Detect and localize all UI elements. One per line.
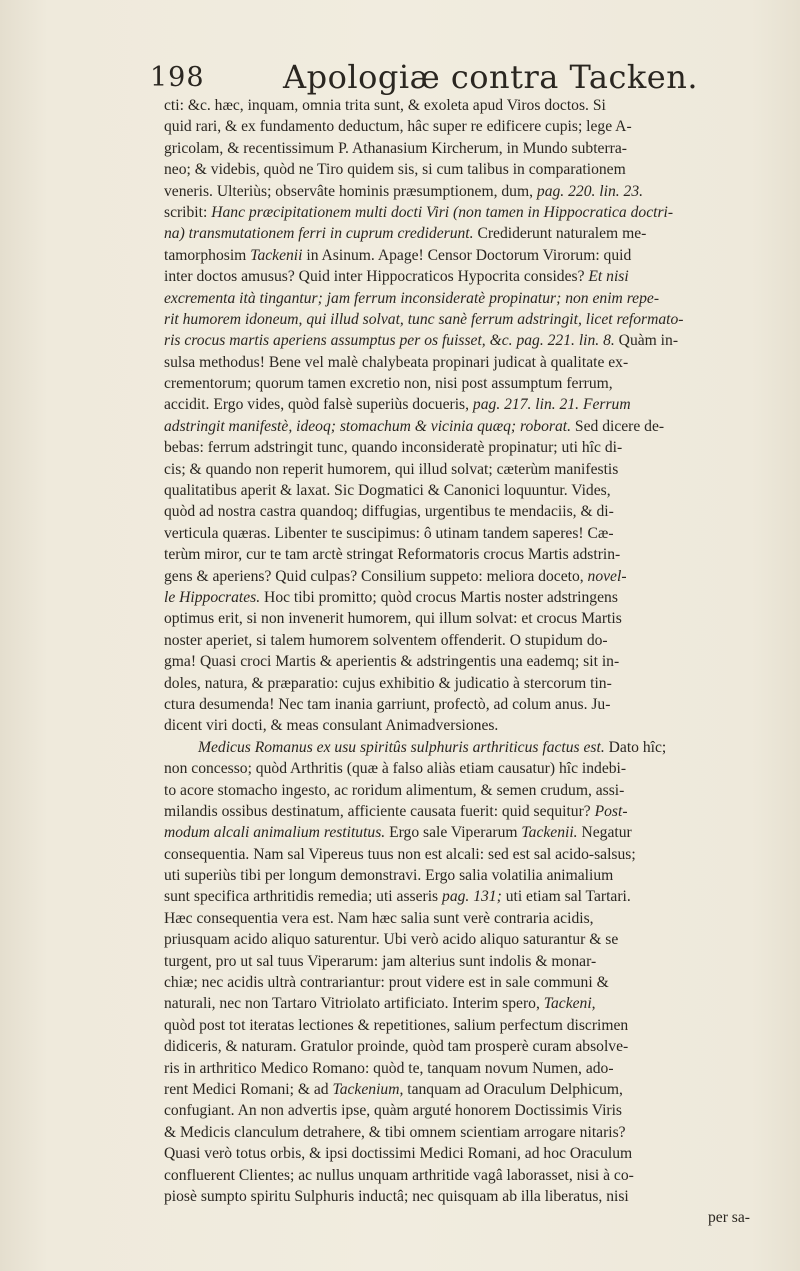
roman-text: quid rari, & ex fundamento deductum, hâc super re edificere cupis; lege A- <box>164 118 632 136</box>
text-line <box>164 544 762 565</box>
roman-text: optimus erit, si non invenerit humorem, qui illum solvat: et crocus Martis <box>164 610 622 628</box>
roman-text: sunt specifica arthritidis remedia; uti asseris <box>164 888 443 906</box>
italic-text: modum alcali animalium restitutus. <box>164 824 386 842</box>
roman-text: neo; & videbis, quòd ne Tiro quidem sis, si cum talibus in comparationem <box>164 161 626 179</box>
italic-text: pag. 131; <box>442 888 502 906</box>
roman-text: quòd post tot iteratas lectiones & repetitiones, salium perfectum discrimen <box>164 1016 629 1034</box>
text-line <box>164 480 762 501</box>
italic-text: rit humorem idoneum, qui illud solvat, tunc sanè ferrum adstringit, licet reformato- <box>164 310 684 328</box>
italic-text: pag. 220. lin. 23. <box>536 182 644 200</box>
text-line <box>164 908 762 929</box>
text-line <box>164 95 762 116</box>
text-line <box>164 630 762 651</box>
italic-text: adstringit manifestè, ideoq; stomachum & vicinia quæq; roborat. <box>164 417 571 435</box>
text-line <box>164 1036 762 1057</box>
running-title: Apologiæ contra Tacken. <box>283 58 698 96</box>
text-line <box>164 437 762 458</box>
roman-text: naturali, nec non Tartaro Vitriolato artificiato. Interim spero, <box>164 995 544 1013</box>
roman-text: confluerent Clientes; ac nullus unquam arthritide vagâ laborasset, nisi à co- <box>164 1166 634 1184</box>
text-line <box>164 330 762 351</box>
roman-text: noster aperiet, si talem humorem solventem offenderit. O stupidum do- <box>164 631 608 649</box>
text-line <box>164 223 762 244</box>
italic-text: excrementa ità tingantur; jam ferrum inconsideratè propinatur; non enim repe- <box>164 289 660 307</box>
text-line <box>164 352 762 373</box>
text-line <box>164 202 762 223</box>
text-line <box>164 1186 762 1207</box>
roman-text: Quàm in- <box>614 332 679 350</box>
text-line <box>164 1143 762 1164</box>
text-line <box>164 501 762 522</box>
text-line <box>164 566 762 587</box>
roman-text: qualitatibus aperit & laxat. Sic Dogmatici & Canonici loquuntur. Vides, <box>164 482 611 500</box>
text-line <box>164 587 762 608</box>
text-line <box>164 694 762 715</box>
italic-text: pag. 217. lin. 21. Ferrum <box>472 396 631 414</box>
roman-text: bebas: ferrum adstringit tunc, quando inconsideratè propinatur; uti hîc di- <box>164 439 623 457</box>
text-line <box>164 394 762 415</box>
text-line <box>164 138 762 159</box>
roman-text: uti superiùs tibi per longum demonstravi. Ergo salia volatilia animalium <box>164 867 614 885</box>
roman-text: priusquam acido aliquo saturentur. Ubi verò acido aliquo saturantur & se <box>164 931 619 949</box>
roman-text: cis; & quando non reperit humorem, qui illud solvat; cæterùm manifestis <box>164 460 619 478</box>
text-line <box>164 993 762 1014</box>
text-line <box>164 715 762 736</box>
roman-text: gens & aperiens? Quid culpas? Consilium suppeto: meliora doceto, <box>164 567 588 585</box>
roman-text: milandis ossibus destinatum, afficiente causata fuerit: quid sequitur? <box>164 802 595 820</box>
text-line <box>164 865 762 886</box>
roman-text: accidit. Ergo vides, quòd falsè superiùs docueris, <box>164 396 473 414</box>
roman-text: consequentia. Nam sal Vipereus tuus non est alcali: sed est sal acido-salsus; <box>164 845 636 863</box>
italic-text: Tackenium, <box>332 1080 404 1098</box>
roman-text: gricolam, & recentissimum P. Athanasium Kircherum, in Mundo subterra- <box>164 139 627 157</box>
roman-text: inter doctos amusus? Quid inter Hippocraticos Hypocrita consides? <box>164 268 589 286</box>
roman-text: Sed dicere de- <box>571 417 665 435</box>
text-line <box>164 929 762 950</box>
roman-text: per sa- <box>708 1209 750 1227</box>
catchword <box>164 1207 762 1228</box>
roman-text: non concesso; quòd Arthritis (quæ à falso aliàs etiam causatur) hîc indebi- <box>164 760 627 778</box>
roman-text: tanquam ad Oraculum Delphicum, <box>403 1080 623 1098</box>
roman-text: confugiant. An non advertis ipse, quàm arguté honorem Doctissimis Viris <box>164 1102 623 1120</box>
roman-text: gma! Quasi croci Martis & aperientis & adstringentis una eademq; sit in- <box>164 653 620 671</box>
text-line <box>164 181 762 202</box>
text-line <box>164 1058 762 1079</box>
text-line <box>164 523 762 544</box>
text-line <box>164 780 762 801</box>
roman-text: rent Medici Romani; & ad <box>164 1080 333 1098</box>
text-line <box>164 1015 762 1036</box>
roman-text: veneris. Ulteriùs; observâte hominis præsumptionem, dum, <box>164 182 537 200</box>
text-line <box>164 886 762 907</box>
italic-text: le Hippocrates. <box>164 588 261 606</box>
italic-text: Post- <box>594 802 628 820</box>
roman-text: chiæ; nec acidis ultrà contrariantur: prout videre est in sale communi & <box>164 974 609 992</box>
italic-text: Tackeni, <box>543 995 596 1013</box>
roman-text: tamorphosim <box>164 246 251 264</box>
page-number: 198 <box>150 62 205 93</box>
text-line <box>164 116 762 137</box>
italic-text: ris crocus martis aperiens assumptus per os fuisset, &c. pag. 221. lin. 8. <box>164 332 615 350</box>
text-body <box>164 95 762 1229</box>
roman-text: verticula quæras. Libenter te suscipimus: ô utinam tandem saperes! Cæ- <box>164 524 614 542</box>
roman-text: Quasi verò totus orbis, & ipsi doctissimi Medici Romani, ad hoc Oraculum <box>164 1145 633 1163</box>
text-line <box>164 159 762 180</box>
roman-text: cti: &c. hæc, inquam, omnia trita sunt, & exoleta apud Viros doctos. Si <box>164 97 606 114</box>
roman-text: crementorum; quorum tamen excretio non, nisi post assumptum ferrum, <box>164 375 613 393</box>
text-line <box>164 673 762 694</box>
roman-text: turgent, pro ut sal tuus Viperarum: jam alterius sunt indolis & monar- <box>164 952 597 970</box>
roman-text: & Medicis clanculum detrahere, & tibi omnem scientiam arrogare nitaris? <box>164 1123 626 1141</box>
roman-text: ctura desumenda! Nec tam inania garriunt, profectò, ad colum anus. Ju- <box>164 695 611 713</box>
italic-text: Medicus Romanus ex usu spiritûs sulphuris arthriticus factus est. <box>198 738 605 756</box>
roman-text: ris in arthritico Medico Romano: quòd te, tanquam novum Numen, ado- <box>164 1059 614 1077</box>
roman-text: scribit: <box>164 203 212 221</box>
text-line <box>164 1122 762 1143</box>
roman-text: Hæc consequentia vera est. Nam hæc salia sunt verè contraria acidis, <box>164 909 594 927</box>
roman-text: Ergo sale Viperarum <box>385 824 522 842</box>
roman-text: didiceris, & naturam. Gratulor proinde, quòd tam prosperè curam absolve- <box>164 1038 629 1056</box>
roman-text: Crediderunt naturalem me- <box>473 225 647 243</box>
roman-text: sulsa methodus! Bene vel malè chalybeata propinari judicat à qualitate ex- <box>164 353 629 371</box>
roman-text: uti etiam sal Tartari. <box>501 888 631 906</box>
roman-text: in Asinum. Apage! Censor Doctorum Virorum: quid <box>302 246 632 264</box>
text-line <box>164 801 762 822</box>
italic-text: novel- <box>587 567 627 585</box>
text-line <box>164 1165 762 1186</box>
text-line <box>164 288 762 309</box>
roman-text: doles, natura, & præparatio: cujus exhibitio & judicatio à stercorum tin- <box>164 674 612 692</box>
italic-text: Tackenii <box>250 246 303 264</box>
italic-text: na) transmutationem ferri in cuprum crediderunt. <box>164 225 474 243</box>
roman-text: to acore stomacho ingesto, ac roridum alimentum, & semen crudum, assi- <box>164 781 625 799</box>
roman-text: piosè sumpto spiritu Sulphuris inductâ; nec quisquam ab illa liberatus, nisi <box>164 1187 629 1205</box>
text-line <box>164 822 762 843</box>
roman-text: quòd ad nostra castra quandoq; diffugias, urgentibus te mendaciis, & di- <box>164 503 614 521</box>
text-line <box>164 416 762 437</box>
italic-text: Tackenii. <box>521 824 578 842</box>
text-line <box>164 266 762 287</box>
text-line <box>164 737 762 758</box>
roman-text: Negatur <box>577 824 632 842</box>
roman-text: dicent viri docti, & meas consulant Animadversiones. <box>164 717 499 735</box>
text-line <box>164 651 762 672</box>
text-line <box>164 245 762 266</box>
text-line <box>164 972 762 993</box>
italic-text: Hanc præcipitationem multi docti Viri (non tamen in Hippocratica doctri- <box>211 203 674 221</box>
text-line <box>164 951 762 972</box>
text-line <box>164 1100 762 1121</box>
italic-text: Et nisi <box>588 268 629 286</box>
text-line <box>164 1079 762 1100</box>
text-line <box>164 373 762 394</box>
text-line <box>164 844 762 865</box>
roman-text: Hoc tibi promitto; quòd crocus Martis noster adstringens <box>260 588 618 606</box>
text-line <box>164 459 762 480</box>
roman-text: terùm miror, cur te tam arctè stringat Reformatoris crocus Martis adstrin- <box>164 546 621 564</box>
text-line <box>164 309 762 330</box>
text-line <box>164 608 762 629</box>
text-line <box>164 758 762 779</box>
roman-text: Dato hîc; <box>604 738 667 756</box>
